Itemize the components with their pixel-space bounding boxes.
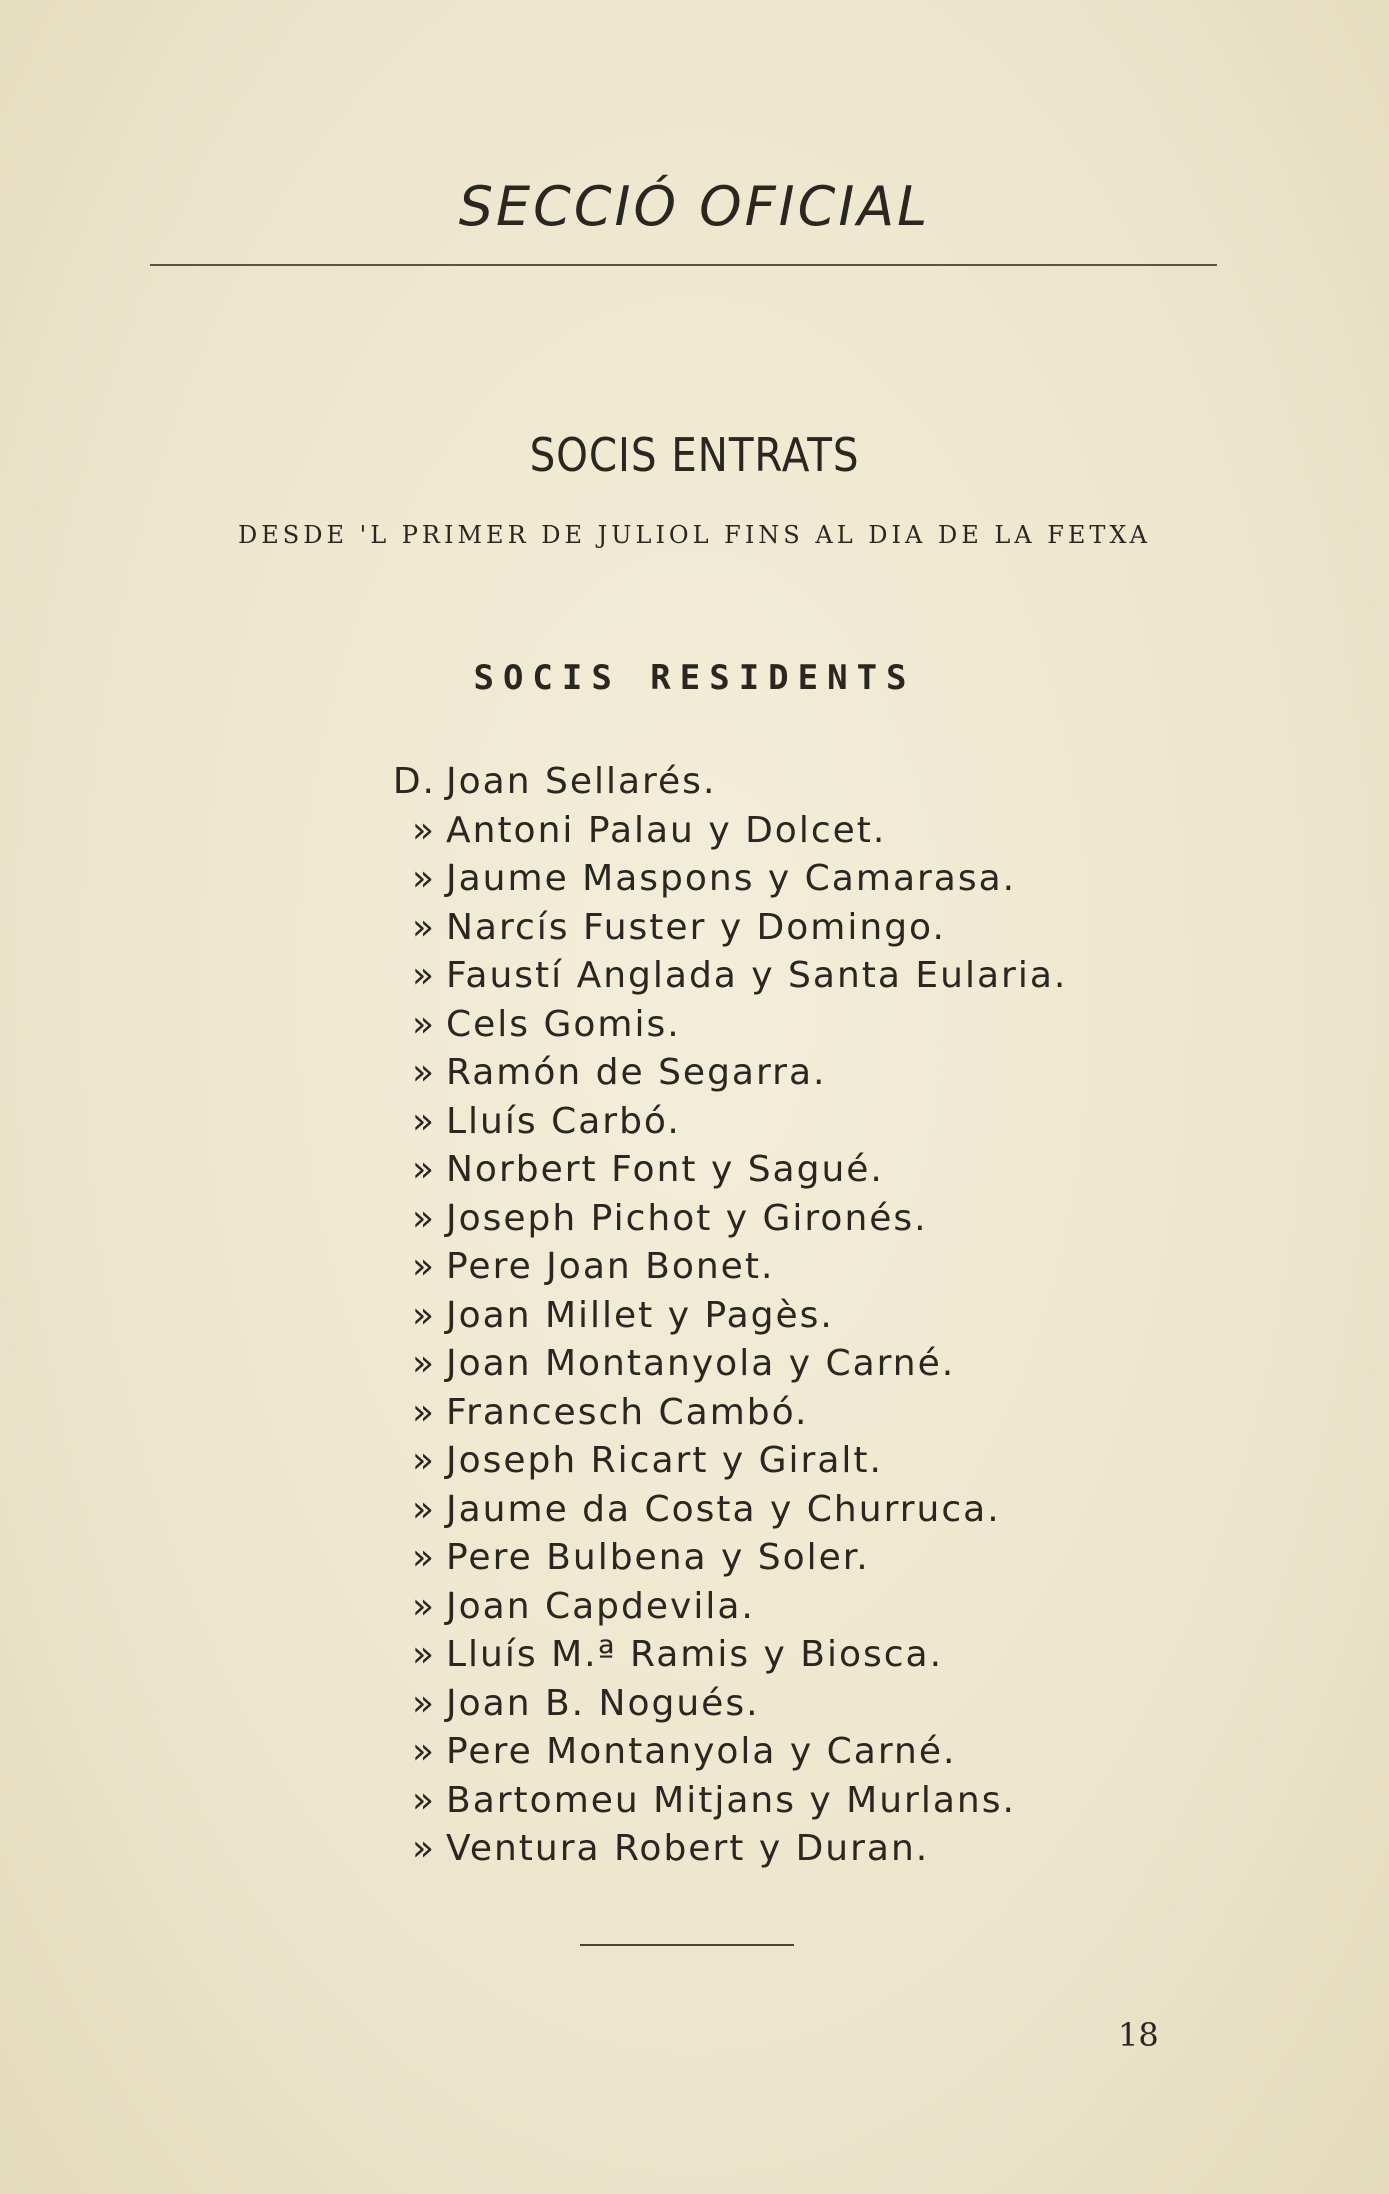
member-name: Pere Bulbena y Soler.	[446, 1537, 870, 1578]
list-marker: »	[411, 1634, 436, 1675]
list-marker: »	[411, 1682, 436, 1724]
page-heading: SOCIS ENTRATS	[529, 428, 860, 482]
member-name: Joseph Pichot y Gironés.	[446, 1197, 928, 1239]
member-name: Narcís Fuster y Domingo.	[446, 906, 946, 948]
member-name: Cels Gomis.	[446, 1003, 681, 1045]
list-marker: »	[411, 1585, 436, 1627]
list-item	[372, 1486, 1272, 1535]
list-item	[372, 1389, 1272, 1438]
page-number: 18	[1118, 2016, 1159, 2054]
list-marker: »	[411, 809, 436, 851]
list-marker: »	[411, 1003, 436, 1045]
member-name: Lluís Carbó.	[446, 1100, 681, 1142]
list-item	[372, 1680, 1272, 1729]
list-item	[372, 1777, 1272, 1826]
member-name: Jaume da Costa y Churruca.	[446, 1488, 1001, 1530]
list-item	[372, 1098, 1272, 1147]
list-item	[372, 904, 1272, 953]
member-name: Norbert Font y Sagué.	[446, 1149, 884, 1190]
list-item	[372, 1146, 1272, 1195]
list-marker: »	[411, 1488, 436, 1530]
member-name: Joan B. Nogués.	[446, 1682, 760, 1724]
section-title: SECCIÓ OFICIAL	[458, 175, 931, 238]
list-item	[372, 1728, 1272, 1777]
page-subheading: DESDE 'L PRIMER DE JULIOL FINS AL DIA DE LA FETXA	[238, 521, 1151, 549]
member-name: Ramón de Segarra.	[446, 1052, 827, 1093]
list-item	[372, 1583, 1272, 1632]
member-name: Ventura Robert y Duran.	[446, 1828, 930, 1869]
list-marker: »	[411, 1440, 436, 1481]
member-name: Antoni Palau y Dolcet.	[446, 809, 887, 851]
list-item	[372, 758, 1272, 807]
list-marker: »	[411, 1197, 436, 1239]
list-item	[372, 1825, 1272, 1874]
member-name: Francesch Cambó.	[446, 1391, 809, 1433]
list-marker: D.	[392, 761, 436, 802]
list-marker: »	[411, 1731, 436, 1772]
list-marker: »	[411, 1391, 436, 1433]
list-marker: »	[411, 858, 436, 899]
member-name: Joan Montanyola y Carné.	[446, 1343, 956, 1384]
member-name: Pere Montanyola y Carné.	[446, 1731, 957, 1772]
list-marker: »	[411, 1149, 436, 1190]
list-item	[372, 1049, 1272, 1098]
list-item	[372, 1195, 1272, 1244]
member-list	[372, 758, 1272, 1874]
list-marker: »	[411, 1779, 436, 1821]
top-divider	[150, 264, 1217, 266]
list-item	[372, 1631, 1272, 1680]
list-marker: »	[411, 1246, 436, 1287]
list-marker: »	[411, 1537, 436, 1578]
list-item	[372, 1437, 1272, 1486]
list-marker: »	[411, 1828, 436, 1869]
member-name: Jaume Maspons y Camarasa.	[446, 858, 1017, 899]
list-item	[372, 952, 1272, 1001]
member-name: Joseph Ricart y Giralt.	[446, 1440, 883, 1481]
list-item	[372, 1001, 1272, 1050]
member-name: Joan Millet y Pagès.	[446, 1294, 834, 1336]
member-name: Lluís M.ª Ramis y Biosca.	[446, 1634, 944, 1675]
list-item	[372, 1534, 1272, 1583]
member-name: Faustí Anglada y Santa Eularia.	[446, 955, 1068, 996]
list-item	[372, 807, 1272, 856]
list-marker: »	[411, 955, 436, 996]
list-item	[372, 855, 1272, 904]
member-name: Bartomeu Mitjans y Murlans.	[446, 1779, 1016, 1821]
member-name: Joan Capdevila.	[446, 1585, 755, 1627]
list-marker: »	[411, 1294, 436, 1336]
subsection-title: SOCIS RESIDENTS	[473, 658, 916, 698]
member-name: Pere Joan Bonet.	[446, 1246, 775, 1287]
list-item	[372, 1243, 1272, 1292]
list-marker: »	[411, 1052, 436, 1093]
list-item	[372, 1292, 1272, 1341]
list-marker: »	[411, 1100, 436, 1142]
list-marker: »	[411, 1343, 436, 1384]
bottom-divider	[580, 1944, 794, 1946]
list-item	[372, 1340, 1272, 1389]
member-name: Joan Sellarés.	[446, 761, 717, 802]
list-marker: »	[411, 906, 436, 948]
